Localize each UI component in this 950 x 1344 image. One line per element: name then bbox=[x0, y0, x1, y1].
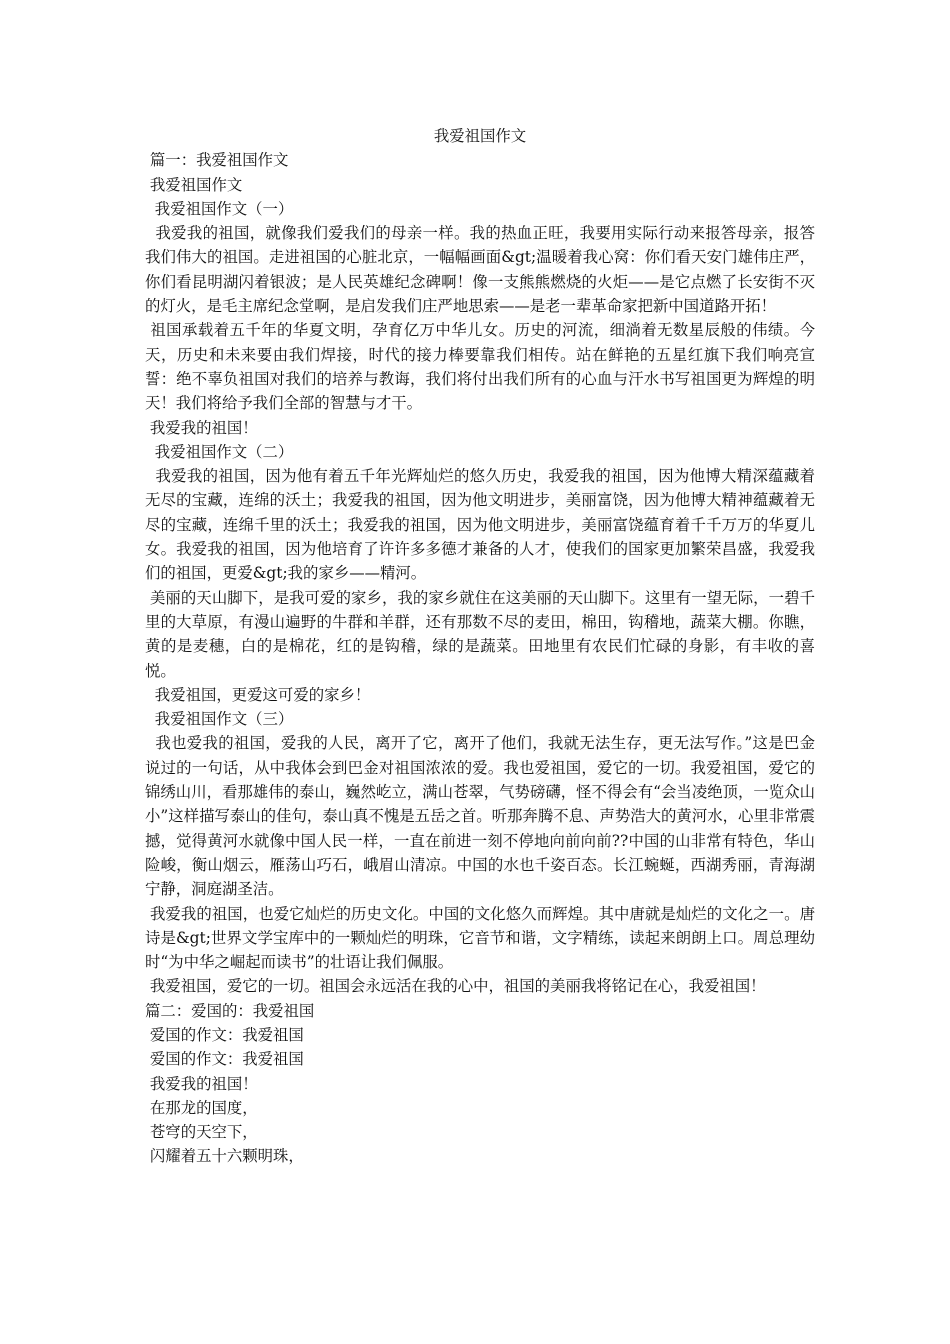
document-page bbox=[145, 124, 815, 1169]
subheading: 我爱祖国作文 bbox=[145, 175, 243, 194]
paragraph: 我爱我的祖国，因为他有着五千年光辉灿烂的悠久历史，我爱我的祖国，因为他博大精深蕴藏着无尽的宝藏，连绵的沃土；我爱我的祖国，因为他文明进步，美丽富饶，因为他博大精神蕴藏着无尽的宝藏，连绵千里的沃土；我爱我的祖国，因为他文明进步，美丽富饶蕴育着千千万万的华夏儿女。我爱我的祖国，因为他培育了许许多多德才兼备的人才，使我们的国家更加繁荣昌盛，我爱我们的祖国，更爱&gt;我的家乡——精河。 bbox=[145, 467, 815, 583]
paragraph: 我爱我的祖国，也爱它灿烂的历史文化。中国的文化悠久而辉煌。其中唐就是灿烂的文化之一。唐诗是&gt;世界文学宝库中的一颗灿烂的明珠，它音节和谐，文字精练，读起来朗朗上口。周总理幼时“为中华之崛起而读书”的壮语让我们佩服。 bbox=[145, 904, 815, 972]
text-line: 我爱祖国，爱它的一切。祖国会永远活在我的心中，祖国的美丽我将铭记在心，我爱祖国！ bbox=[145, 977, 766, 996]
poem-line: 我爱我的祖国！ bbox=[145, 1074, 258, 1093]
text-line: 我爱我的祖国！ bbox=[145, 418, 258, 437]
text-line: 我爱祖国，更爱这可爱的家乡！ bbox=[145, 685, 371, 704]
paragraph: 美丽的天山脚下，是我可爱的家乡，我的家乡就住在这美丽的天山脚下。这里有一望无际，一碧千里的大草原，有漫山遍野的牛群和羊群，还有那数不尽的麦田，棉田，钩稽地，蔬菜大棚。你瞧，黄的是麦穗，白的是棉花，红的是钩稽，绿的是蔬菜。田地里有农民们忙碌的身影，有丰收的喜悦。 bbox=[145, 588, 815, 680]
section-heading: 篇二：爱国的：我爱祖国 bbox=[145, 1001, 315, 1020]
poem-line: 在那龙的国度， bbox=[145, 1098, 258, 1117]
paragraph: 我也爱我的祖国，爱我的人民，离开了它，离开了他们，我就无法生存，更无法写作。”这是巴金说过的一句话，从中我体会到巴金对祖国浓浓的爱。我也爱祖国，爱它的一切。我爱祖国，爱它的锦绣山川，看那雄伟的泰山，巍然屹立，满山苍翠，气势磅礴，怪不得会有“会当凌绝顶，一览众山小”这样描写泰山的佳句，泰山真不愧是五岳之首。听那奔腾不息、声势浩大的黄河水，心里非常震撼，觉得黄河水就像中国人民一样，一直在前进一刻不停地向前向前??中国的山非常有特色，华山险峻，衡山烟云，雁荡山巧石，峨眉山清凉。中国的水也千姿百态。长江蜿蜒，西湖秀丽，青海湖宁静，洞庭湖圣洁。 bbox=[145, 734, 815, 899]
poem-line: 苍穹的天空下， bbox=[145, 1123, 258, 1142]
section-heading: 篇一：我爱祖国作文 bbox=[145, 151, 289, 170]
document-title: 我爱祖国作文 bbox=[433, 127, 527, 145]
subheading: 我爱祖国作文（二） bbox=[145, 442, 294, 461]
paragraph: 我爱我的祖国，就像我们爱我们的母亲一样。我的热血正旺，我要用实际行动来报答母亲，报答我们伟大的祖国。走进祖国的心脏北京，一幅幅画面&gt;温暖着我心窝：你们看天安门雄伟庄严，你们看昆明湖闪着银波；是人民英雄纪念碑啊！像一支熊熊燃烧的火炬——是它点燃了长安街不灭的灯火，是毛主席纪念堂啊，是启发我们庄严地思索——是老一辈革命家把新中国道路开拓！ bbox=[145, 224, 815, 316]
subheading: 爱国的作文：我爱祖国 bbox=[145, 1025, 304, 1044]
poem-line: 闪耀着五十六颗明珠， bbox=[145, 1147, 304, 1166]
subheading: 我爱祖国作文（三） bbox=[145, 710, 294, 729]
subheading: 爱国的作文：我爱祖国 bbox=[145, 1050, 304, 1069]
paragraph: 祖国承载着五千年的华夏文明，孕育亿万中华儿女。历史的河流，细淌着无数星辰般的伟绩。今天，历史和未来要由我们焊接，时代的接力棒要靠我们相传。站在鲜艳的五星红旗下我们响亮宣誓：绝不辜负祖国对我们的培养与教诲，我们将付出我们所有的心血与汗水书写祖国更为辉煌的明天！我们将给予我们全部的智慧与才干。 bbox=[145, 321, 815, 413]
subheading: 我爱祖国作文（一） bbox=[145, 199, 294, 218]
document-body bbox=[145, 148, 815, 1168]
